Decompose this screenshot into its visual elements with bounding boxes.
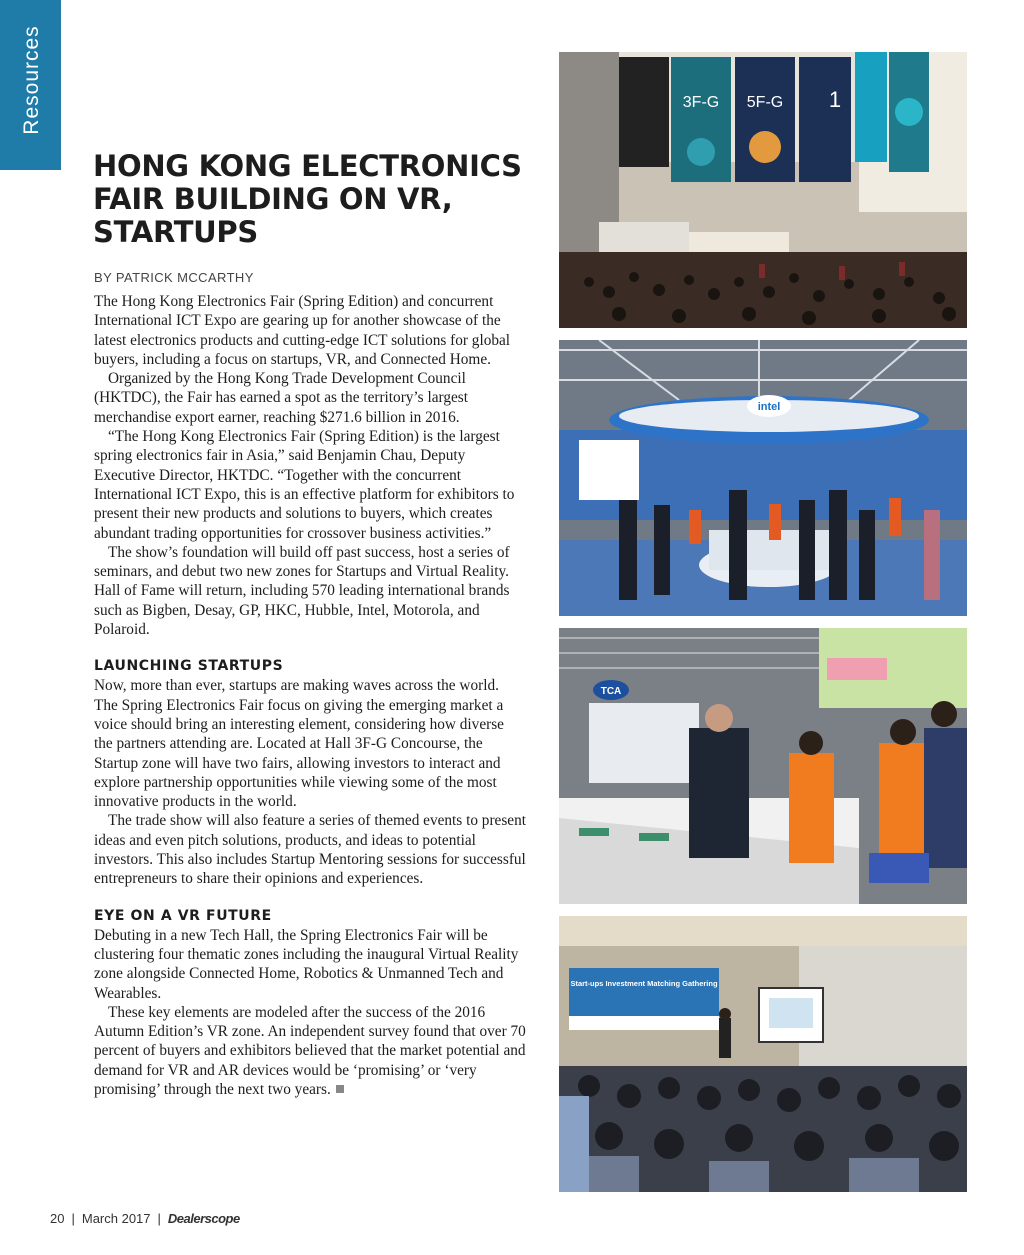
byline: BY PATRICK MCCARTHY (94, 270, 254, 285)
paragraph: Debuting in a new Tech Hall, the Spring Electronics Fair will be clustering four thematic zones including the inaugural Virtual Reality zone alongside Connected Home, Robotics & Unmanned Tech and Wearables. (94, 926, 519, 1002)
page-footer (50, 1211, 240, 1226)
banner-hall-mid: 5F-G (746, 94, 784, 111)
banner-hall-left: 3F-G (682, 94, 720, 111)
issue-date: March 2017 (81, 1211, 151, 1226)
section-tab-label: Resources (20, 25, 43, 135)
end-mark-icon (336, 1085, 344, 1093)
paragraph-text: These key elements are modeled after the success of the 2016 Autumn Edition’s VR zone. An independent survey found that over 70 percent of buyers and exhibitors believed that the market potential and demand for VR and AR devices would be ‘promising’ or ‘very promising’ through the next two years. (94, 1003, 526, 1098)
paragraph: The show’s foundation will build off past success, host a series of seminars, and debut two new zones for Startups and Virtual Reality. Hall of Fame will return, including 570 leading international brands such as Bigben, Desay, GP, HKC, Hubble, Intel, Motorola, and Polaroid. (94, 543, 510, 639)
intel-logo: intel (757, 401, 781, 413)
footer-divider: | (71, 1211, 75, 1226)
screen-title: Start-ups Investment Matching Gathering (570, 979, 718, 988)
page-number: 20 (50, 1211, 65, 1226)
photo-tca-booth (559, 628, 967, 904)
paragraph-last (94, 1003, 526, 1099)
section-tab (0, 0, 61, 170)
footer-divider: | (157, 1211, 161, 1226)
photo-startup-seminar (559, 916, 967, 1192)
paragraph: The trade show will also feature a series of themed events to present ideas and even pitch solutions, products, and ideas to potential investors. This also includes Startup Mentoring sessions for successful entrepreneurs to share their opinions and experiences. (94, 812, 526, 888)
paragraph: “The Hong Kong Electronics Fair (Spring Edition) is the largest spring electronics fair in Asia,” said Benjamin Chau, Deputy Executive Director, HKTDC. “Together with the concurrent International ICT Expo, this is an effective platform for exhibitors to present their new products and solutions to buyers, which creates abundant trading opportunities for crossover business activities.” (94, 428, 515, 542)
paragraph: The Hong Kong Electronics Fair (Spring Edition) and concurrent International ICT Expo are gearing up for another showcase of the latest electronics products and cutting-edge ICT solutions for global buyers, including a focus on startups, VR, and Connected Home. (94, 293, 511, 368)
paragraph: Now, more than ever, startups are making waves across the world. The Spring Electronics Fair focus on giving the emerging market a voice should bring an interesting element, considering how diverse the partners attending are. Located at Hall 3F-G Concourse, the Startup zone will have two fairs, allowing investors to interact and explore partnership opportunities while viewing some of the most innovative products in the world. (94, 677, 504, 811)
section-heading-startups: LAUNCHING STARTUPS (94, 658, 284, 675)
photo-intel-booth (559, 340, 967, 616)
photo-hall-entrance (559, 52, 967, 328)
brand-logo: Dealerscope (167, 1211, 240, 1226)
banner-hall-right: 1 (828, 87, 842, 112)
paragraph: Organized by the Hong Kong Trade Development Council (HKTDC), the Fair has earned a spot as the territory’s largest merchandise export earner, reaching $271.6 billion in 2016. (94, 370, 468, 426)
section-heading-vr: EYE ON A VR FUTURE (94, 907, 272, 924)
article-body (94, 292, 526, 1099)
article-title: HONG KONG ELECTRONICS FAIR BUILDING ON VR, STARTUPS (93, 149, 522, 249)
tca-logo: TCA (600, 686, 622, 697)
